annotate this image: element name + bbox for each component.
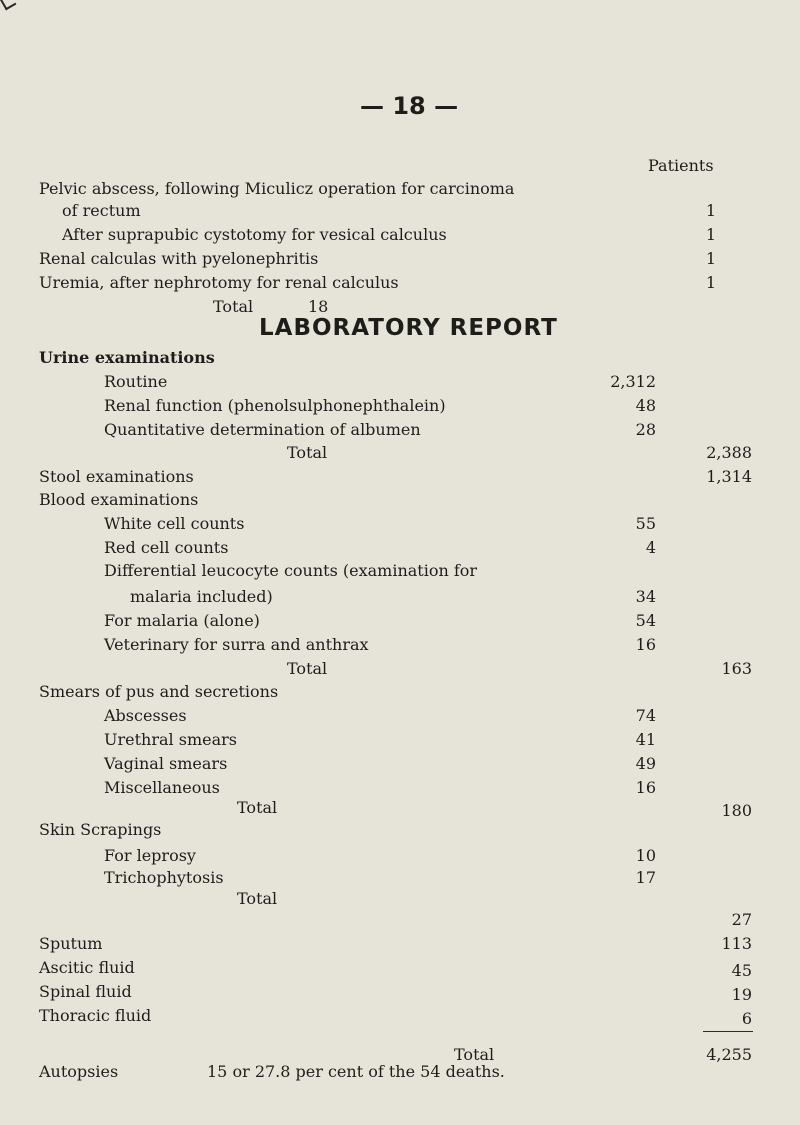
smears-total-value: 180 <box>721 801 752 820</box>
sum-rule <box>703 1031 753 1032</box>
smears-item-label: Abscesses <box>104 706 187 725</box>
urine-item-label: Quantitative determination of albumen <box>104 420 421 439</box>
blood-item-value: 34 <box>635 587 656 606</box>
urine-item-value: 2,312 <box>610 372 656 391</box>
urine-item-value: 28 <box>635 420 656 439</box>
blood-total-value: 163 <box>721 659 752 678</box>
laboratory-report-heading: LABORATORY REPORT <box>259 315 558 341</box>
operation-count: 1 <box>705 201 716 220</box>
urine-item-label: Renal function (phenolsulphonephthalein) <box>104 396 446 415</box>
blood-item-value: 55 <box>635 514 656 533</box>
skin-heading: Skin Scrapings <box>39 820 162 839</box>
operation-label: After suprapubic cystotomy for vesical calculus <box>62 225 447 244</box>
operation-label: Uremia, after nephrotomy for renal calculus <box>39 273 399 292</box>
skin-item-value: 10 <box>635 846 656 865</box>
fluid-label: Spinal fluid <box>39 982 132 1001</box>
stool-label: Stool examinations <box>39 467 194 486</box>
urine-total-value: 2,388 <box>706 443 752 462</box>
smears-item-value: 16 <box>635 778 656 797</box>
fluid-label: Ascitic fluid <box>39 958 135 977</box>
stool-total-value: 1,314 <box>706 467 752 486</box>
urine-item-value: 48 <box>635 396 656 415</box>
fluid-label: Sputum <box>39 934 103 953</box>
blood-heading: Blood examinations <box>39 490 199 509</box>
smears-item-value: 41 <box>635 730 656 749</box>
autopsies-text: 15 or 27.8 per cent of the 54 deaths. <box>207 1062 505 1081</box>
smears-item-label: Vaginal smears <box>104 754 228 773</box>
fluid-total-value: 19 <box>731 985 752 1004</box>
operation-count: 1 <box>705 225 716 244</box>
smears-item-value: 49 <box>635 754 656 773</box>
blood-item-label: White cell counts <box>104 514 245 533</box>
skin-item-label: For leprosy <box>104 846 196 865</box>
urine-item-label: Routine <box>104 372 168 391</box>
skin-total-value: 27 <box>731 910 752 929</box>
blood-item-label: For malaria (alone) <box>104 611 260 630</box>
blood-item-label: Veterinary for surra and anthrax <box>104 635 369 654</box>
patients-column-header: Patients <box>648 156 714 175</box>
operations-total-value: 18 <box>308 297 329 316</box>
operation-label: Renal calculas with pyelonephritis <box>39 249 319 268</box>
operation-label-continued: of rectum <box>62 201 141 220</box>
skin-item-value: 17 <box>635 868 656 887</box>
urine-heading: Urine examinations <box>39 348 215 367</box>
fluid-total-value: 113 <box>721 934 752 953</box>
urine-total-label: Total <box>287 443 328 462</box>
blood-item-value: 16 <box>635 635 656 654</box>
smears-item-value: 74 <box>635 706 656 725</box>
grand-total-label: Total <box>454 1045 495 1064</box>
operations-total-label: Total <box>213 297 254 316</box>
fluid-total-value: 45 <box>731 961 752 980</box>
grand-total-value: 4,255 <box>706 1045 752 1064</box>
page-corner-mark <box>0 0 16 10</box>
page-number: — 18 — <box>360 92 459 120</box>
blood-item-label: Differential leucocyte counts (examination for <box>104 561 478 580</box>
smears-item-label: Urethral smears <box>104 730 237 749</box>
smears-total-label: Total <box>237 798 278 817</box>
operation-count: 1 <box>705 249 716 268</box>
blood-total-label: Total <box>287 659 328 678</box>
blood-item-label: Red cell counts <box>104 538 229 557</box>
blood-item-value: 4 <box>645 538 656 557</box>
operation-label: Pelvic abscess, following Miculicz operation for carcinoma <box>39 179 515 198</box>
smears-item-label: Miscellaneous <box>104 778 220 797</box>
fluid-label: Thoracic fluid <box>39 1006 152 1025</box>
operation-count: 1 <box>705 273 716 292</box>
skin-total-label: Total <box>237 889 278 908</box>
blood-item-label-continued: malaria included) <box>130 587 273 606</box>
blood-item-value: 54 <box>635 611 656 630</box>
skin-item-label: Trichophytosis <box>104 868 224 887</box>
smears-heading: Smears of pus and secretions <box>39 682 279 701</box>
fluid-total-value: 6 <box>741 1009 752 1028</box>
autopsies-label: Autopsies <box>39 1062 119 1081</box>
